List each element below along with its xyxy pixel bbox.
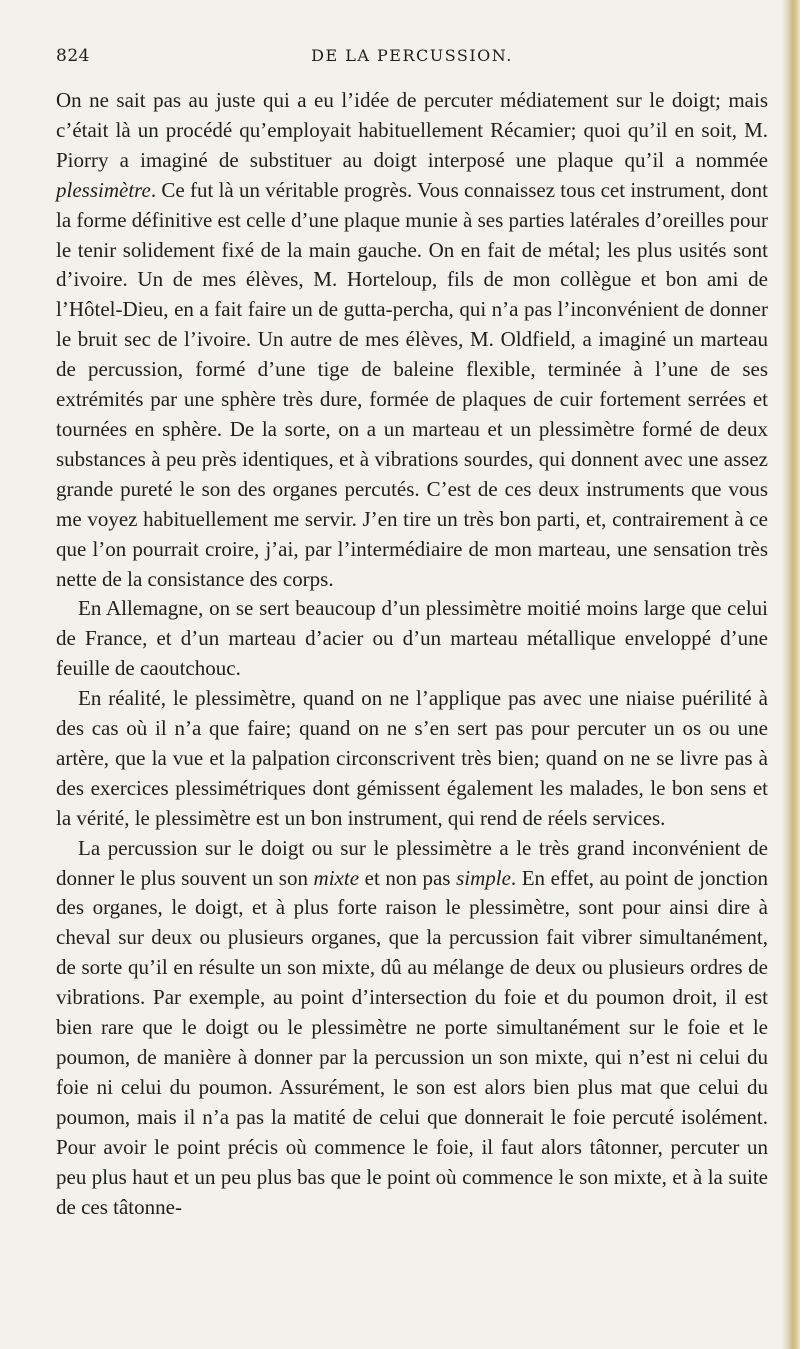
paragraph-2 [56, 594, 768, 684]
body-text [56, 86, 768, 1222]
text-segment: . En effet, au point de jonction des organes, le doigt, et à plus forte raison le plessimètre, sont pour ainsi dire à cheval sur deux ou plusieurs organes, que la percussion fait vibrer simultanément, de sorte qu’il en résulte un son mixte, dû au mélange de deux ou plusieurs ordres de vibrations. Par exemple, au point d’intersection du foie et du poumon droit, il est bien rare que le doigt ou le plessimètre ne porte simultanément sur le foie et le poumon, de manière à donner par la percussion un son mixte, qui n’est ni celui du foie ni celui du poumon. Assurément, le son est alors bien plus mat que celui du poumon, mais il n’a pas la matité de celui que donnerait le foie percuté isolément. Pour avoir le point précis où commence le foie, il faut alors tâtonner, percuter un peu plus haut et un peu plus bas que le point où commence le son mixte, et à la suite de ces tâtonne- [56, 865, 768, 1219]
paragraph-1 [56, 86, 768, 594]
page-number: 824 [56, 46, 90, 66]
text-segment: On ne sait pas au juste qui a eu l’idée de percuter médiatement sur le doigt; mais c’était là un procédé qu’employait habituellement Récamier; quoi qu’il en soit, M. Piorry a imaginé de substituer au doigt interposé une plaque qu’il a nommée [56, 88, 768, 172]
page-edge [782, 0, 800, 1349]
italic-term-plessimetre: plessimètre [56, 177, 151, 202]
page-header [56, 46, 768, 72]
text-segment: . Ce fut là un véritable progrès. Vous connaissez tous cet instrument, dont la forme définitive est celle d’une plaque munie à ses parties latérales d’oreilles pour le tenir solidement fixé de la main gauche. On en fait de métal; les plus usités sont d’ivoire. Un de mes élèves, M. Horteloup, fils de mon collègue et bon ami de l’Hôtel-Dieu, en a fait faire un de gutta-percha, qui n’a pas l’inconvénient de donner le bruit sec de l’ivoire. Un autre de mes élèves, M. Oldfield, a imaginé un marteau de percussion, formé d’une tige de baleine flexible, terminée à l’une de ses extrémités par une sphère très dure, formée de plaques de cuir fortement serrées et tournées en sphère. De la sorte, on a un marteau et un plessimètre formé de deux substances à peu près identiques, et à vibrations sourdes, qui donnent avec une assez grande pureté le son des organes percutés. C’est de ces deux instruments que vous me voyez habituellement me servir. J’en tire un très bon parti, et, contrairement à ce que l’on pourrait croire, j’ai, par l’intermédiaire de mon marteau, une sensation très nette de la consistance des corps. [56, 177, 768, 591]
text-segment: La percussion sur le doigt ou sur le plessimètre a le très grand inconvénient de donner le plus souvent un son [56, 835, 768, 890]
italic-term-mixte: mixte [313, 865, 360, 890]
paragraph-3 [56, 684, 768, 834]
italic-term-simple: simple [456, 865, 511, 890]
text-segment: En Allemagne, on se sert beaucoup d’un plessimètre moitié moins large que celui de France, et d’un marteau d’acier ou d’un marteau métallique enveloppé d’une feuille de caoutchouc. [56, 596, 768, 681]
text-segment: et non pas [359, 865, 457, 890]
text-segment: En réalité, le plessimètre, quand on ne l’applique pas avec une niaise puérilité à des cas où il n’a que faire; quand on ne s’en sert pas pour percuter un os ou une artère, que la vue et la palpation circonscrivent très bien; quand on ne se livre pas à des exercices plessimétriques dont gémissent également les malades, le bon sens et la vérité, le plessimètre est un bon instrument, qui rend de réels services. [56, 686, 768, 830]
running-head: DE LA PERCUSSION. [311, 46, 513, 65]
paragraph-4 [56, 834, 768, 1223]
